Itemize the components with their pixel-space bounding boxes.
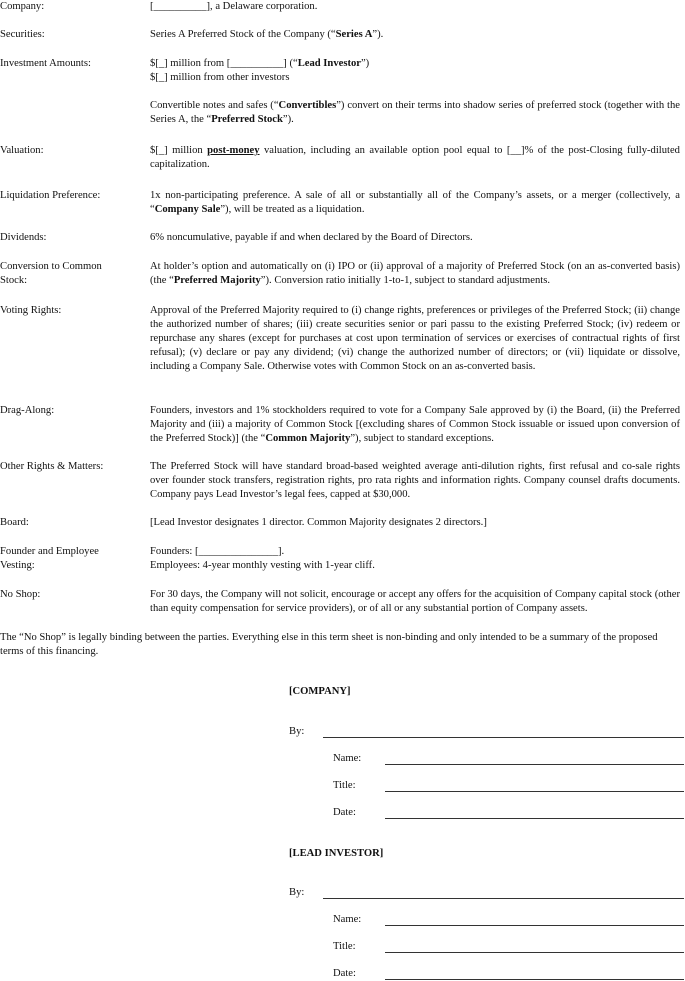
defined-term: Preferred Stock [211,114,283,125]
term-value: The Preferred Stock will have standard broad-based weighted average anti-dilution rights, first refusal and co-sale rights over founder stock transfers, registration rights, pro rata rights and information rights. Company counsel drafts documents. Company pays Lead Investor’s legal fees, capped at $30,000. [150,461,680,500]
investment-line-lead [150,57,680,71]
term-value [150,144,680,172]
vesting-employees: Employees: 4-year monthly vesting with 1-year cliff. [150,560,375,571]
term-value [150,545,680,573]
closing-paragraph: The “No Shop” is legally binding between the parties. Everything else in this term sheet is non-binding and only intended to be a summary of the proposed terms of this financing. [0,632,658,657]
term-value: 6% noncumulative, payable if and when declared by the Board of Directors. [150,232,473,243]
term-label: Liquidation Preference: [0,190,101,201]
term-label: Board: [0,517,29,528]
term-value [150,189,680,217]
defined-term: Convertibles [278,100,337,111]
text: ”). Conversion ratio initially 1-to-1, subject to standard adjustments. [260,275,551,286]
signature-by-label: By: [289,887,305,898]
signature-name-line[interactable] [385,925,684,926]
term-label: Drag-Along: [0,405,55,416]
text: ”). [282,114,294,125]
term-label: Valuation: [0,145,44,156]
term-label: Company: [0,1,45,12]
term-label: Dividends: [0,232,47,243]
signature-name-label: Name: [333,914,362,925]
defined-term: Preferred Majority [173,275,261,286]
signature-name-label: Name: [333,753,362,764]
term-label [0,260,140,288]
signature-name-line[interactable] [385,764,684,765]
signature-title-line[interactable] [385,791,684,792]
text: At holder’s option and automatically on (i) IPO or (ii) approval of a majority of Preferred Stock (on an as-converted basis) (the “ [150,261,680,286]
term-label [0,545,140,573]
text: $[_] million [150,145,208,156]
signature-date-label: Date: [333,807,356,818]
signature-by-label: By: [289,726,305,737]
signature-date-line[interactable] [385,818,684,819]
text: $[_] million from [__________] (“ [150,58,298,69]
signature-title-line[interactable] [385,952,684,953]
defined-term: Lead Investor [297,58,361,69]
term-value [150,404,680,446]
text: Vesting: [0,560,35,571]
term-value [150,28,680,42]
term-value: [__________], a Delaware corporation. [150,1,318,12]
signature-by-line[interactable] [323,737,684,738]
signature-by-line[interactable] [323,898,684,899]
text: Conversion to Common [0,261,102,272]
signature-party: [COMPANY] [289,686,351,697]
signature-date-line[interactable] [385,979,684,980]
vesting-founders: Founders: [_______________]. [150,546,285,557]
text: valuation, including an available option pool equal to [__]% of the post-Closing fully-diluted capitalization. [150,145,680,170]
signature-title-label: Title: [333,780,356,791]
investment-line-others: $[_] million from other investors [150,72,290,83]
term-value [150,57,680,127]
term-label: No Shop: [0,589,41,600]
text: ”), subject to standard exceptions. [350,433,494,444]
text: ”), will be treated as a liquidation. [220,204,365,215]
signature-title-label: Title: [333,941,356,952]
defined-term: post-money [207,145,260,156]
term-label: Investment Amounts: [0,58,91,69]
text: ”) [360,58,370,69]
text: Stock: [0,275,28,286]
text: ”) convert on their terms into shadow series of preferred stock (together with the Series A, the “ [150,100,680,125]
defined-term: Series A [335,29,373,40]
defined-term: Common Majority [265,433,351,444]
term-label: Voting Rights: [0,305,62,316]
text: Founder and Employee [0,546,99,557]
text: Convertible notes and safes (“ [150,100,279,111]
signature-party: [LEAD INVESTOR] [289,848,384,859]
text: Founders, investors and 1% stockholders required to vote for a Company Sale approved by (i) the Board, (ii) the Preferred Majority and (iii) a majority of Common Stock [(excluding shares of Common Stock issuable or issued upon conversion of the Preferred Stock)] (the “ [150,405,680,444]
signature-date-label: Date: [333,968,356,979]
convertibles-paragraph [150,99,680,127]
text: 1x non-participating preference. A sale of all or substantially all of the Company’s assets, or a merger (collectively, a “ [150,190,680,215]
defined-term: Company Sale [154,204,221,215]
term-value: For 30 days, the Company will not solicit, encourage or accept any offers for the acquisition of Company capital stock (other than equity compensation for service providers), or of all or any substantial portion of Company assets. [150,589,680,614]
term-value [150,260,680,288]
term-value: Approval of the Preferred Majority required to (i) change rights, preferences or privileges of the Preferred Stock; (ii) change the authorized number of shares; (iii) create securities senior or pari passu to the existing Preferred Stock; (iv) redeem or repurchase any shares (except for purchases at cost upon termination of services or exercises of contractual rights of first refusal); (v) declare or pay any dividend; (vi) change the authorized number of directors; or (vii) liquidate or dissolve, including a Company Sale. Otherwise votes with Common Stock on an as-converted basis. [150,305,680,372]
text: Series A Preferred Stock of the Company (“ [150,29,336,40]
term-value: [Lead Investor designates 1 director. Common Majority designates 2 directors.] [150,517,487,528]
term-label: Other Rights & Matters: [0,461,104,472]
text: ”). [372,29,384,40]
term-label: Securities: [0,29,45,40]
